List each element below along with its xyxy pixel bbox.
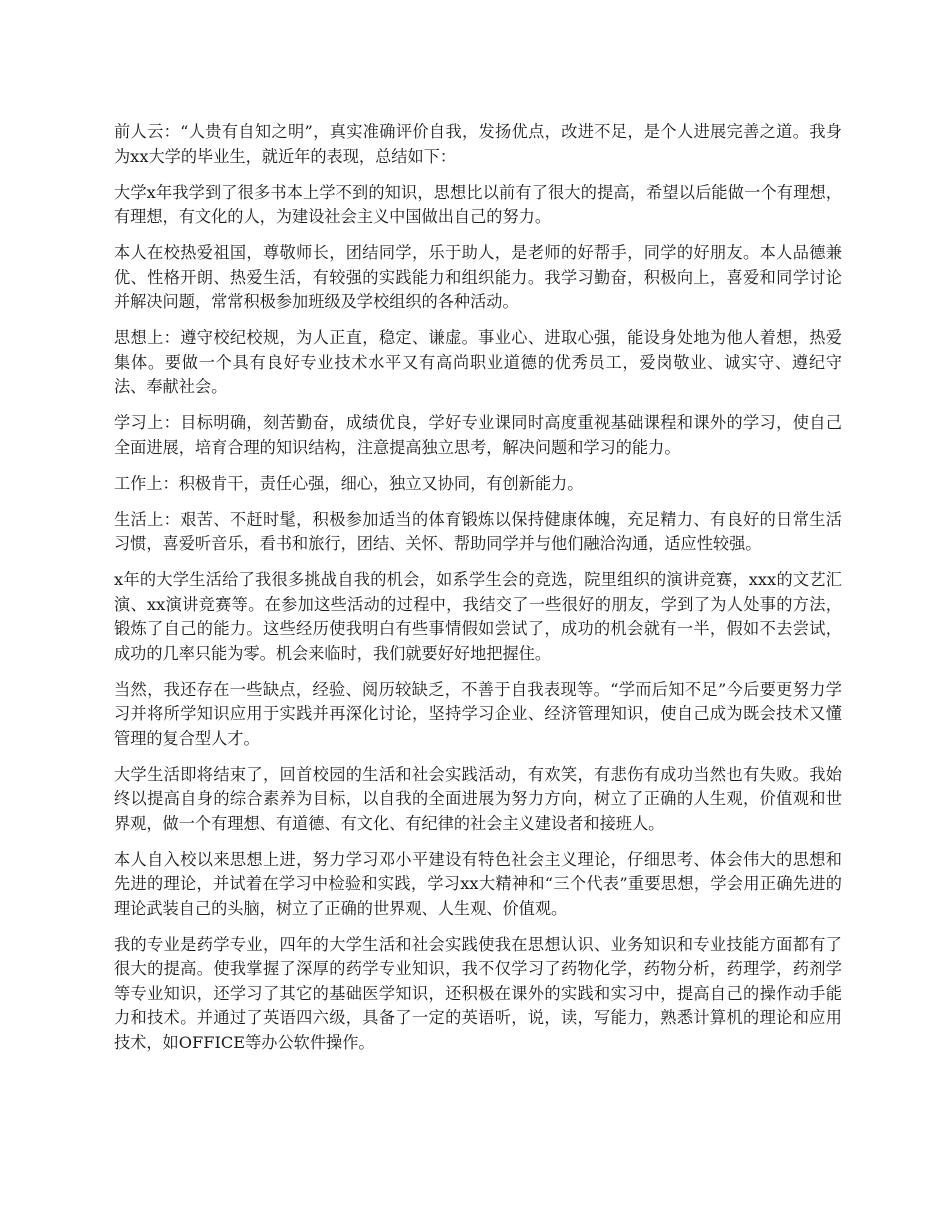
paragraph-activities: x年的大学生活给了我很多挑战自我的机会，如系学生会的竞选，院里组织的演讲竞赛，xxx的文艺汇演、xx演讲竞赛等。在参加这些活动的过程中，我结交了一些很好的朋友，学到了为人处事的方法，锻炼了自己的能力。这些经历使我明白有些事情假如尝试了，成功的机会就有一半，假如不去尝试，成功的几率只能为零。机会来临时，我们就要好好地把握住。 — [114, 570, 842, 663]
paragraph-life: 生活上：艰苦、不赶时髦，积极参加适当的体育锻炼以保持健康体魄，充足精力、有良好的日常生活习惯，喜爱听音乐，看书和旅行，团结、关怀、帮助同学并与他们融洽沟通，适应性较强。 — [114, 509, 842, 553]
paragraph-shortcomings: 当然，我还存在一些缺点，经验、阅历较缺乏，不善于自我表现等。“学而后知不足”今后要更努力学习并将所学知识应用于实践并再深化讨论，坚持学习企业、经济管理知识，使自己成为既会技术又懂管理的复合型人才。 — [114, 679, 842, 748]
document-page — [114, 120, 842, 1067]
paragraph-work: 工作上：积极肯干，责任心强，细心，独立又协同，有创新能力。 — [114, 473, 584, 493]
paragraph-reflection: 大学生活即将结束了，回首校园的生活和社会实践活动，有欢笑，有悲伤有成功当然也有失败。我始终以提高自身的综合素养为目标，以自我的全面进展为努力方向，树立了正确的人生观，价值观和世界观，做一个有理想、有道德、有文化、有纪律的社会主义建设者和接班人。 — [114, 764, 842, 833]
paragraph-ideology: 思想上：遵守校纪校规，为人正直，稳定、谦虚。事业心、进取心强，能设身处地为他人着想，热爱集体。要做一个具有良好专业技术水平又有高尚职业道德的优秀员工，爱岗敬业、诚实守、遵纪守法、奉献社会。 — [114, 328, 842, 396]
paragraph-university-years: 大学x年我学到了很多书本上学不到的知识，思想比以前有了很大的提高，希望以后能做一个有理想，有理想，有文化的人，为建设社会主义中国做出自己的努力。 — [114, 182, 842, 226]
paragraph-character: 本人在校热爱祖国，尊敬师长，团结同学，乐于助人，是老师的好帮手，同学的好朋友。本人品德兼优、性格开朗、热爱生活，有较强的实践能力和组织能力。我学习勤奋，积极向上，喜爱和同学讨论并解决问题，常常积极参加班级及学校组织的各种活动。 — [114, 243, 842, 311]
paragraph-political-thought: 本人自入校以来思想上进，努力学习邓小平建设有特色社会主义理论，仔细思考、体会伟大的思想和先进的理论，并试着在学习中检验和实践，学习xx大精神和“三个代表”重要思想，学会用正确先进的理论武装自己的头脑，树立了正确的世界观、人生观、价值观。 — [114, 849, 842, 918]
paragraph-major: 我的专业是药学专业，四年的大学生活和社会实践使我在思想认识、业务知识和专业技能方面都有了很大的提高。使我掌握了深厚的药学专业知识，我不仅学习了药物化学，药物分析，药理学，药剂学等专业知识，还学习了其它的基础医学知识，还积极在课外的实践和实习中，提高自己的操作动手能力和技术。并通过了英语四六级，具备了一定的英语听，说，读，写能力，熟悉计算机的理论和应用技术，如OFFICE等办公软件操作。 — [114, 934, 842, 1052]
paragraph-study: 学习上：目标明确，刻苦勤奋，成绩优良，学好专业课同时高度重视基础课程和课外的学习，使自己全面进展，培育合理的知识结构，注意提高独立思考，解决问题和学习的能力。 — [114, 413, 842, 457]
paragraph-intro: 前人云：“人贵有自知之明”，真实准确评价自我，发扬优点，改进不足，是个人进展完善之道。我身为xx大学的毕业生，就近年的表现，总结如下： — [114, 122, 842, 166]
